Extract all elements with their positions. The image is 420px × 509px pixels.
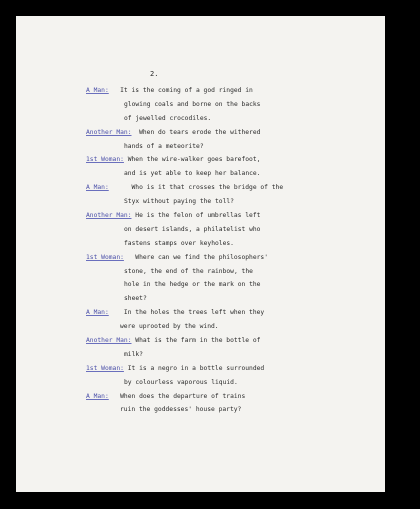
speaker-label: A Man:	[86, 309, 109, 317]
dialogue-entry	[86, 306, 301, 334]
dialogue-first-line	[86, 84, 301, 98]
dialogue-entry	[86, 251, 301, 307]
dialogue-continuation: of jewelled crocodiles.	[124, 114, 212, 122]
dialogue-continuation: hole in the hedge or the mark on the	[124, 281, 261, 289]
speaker-label: A Man:	[86, 392, 109, 400]
dialogue-first-line	[86, 362, 301, 376]
dialogue-continuation: glowing coals and borne on the backs	[124, 100, 261, 108]
dialogue-entry	[86, 362, 301, 390]
speaker-label: 1st Woman:	[86, 253, 124, 261]
dialogue-text: In the holes the trees left when they	[123, 309, 265, 317]
dialogue-continuation: were uprooted by the wind.	[120, 323, 219, 331]
dialogue-text: What is the farm in the bottle of	[135, 337, 261, 345]
dialogue-continuation: Styx without paying the toll?	[124, 198, 234, 206]
dialogue-script	[86, 84, 301, 417]
dialogue-continuation: sheet?	[124, 295, 147, 303]
typescript-page	[16, 16, 385, 492]
dialogue-first-line	[86, 390, 301, 404]
dialogue-continuation: by colourless vaporous liquid.	[124, 378, 238, 386]
dialogue-text: It is a negro in a bottle surrounded	[127, 364, 265, 372]
speaker-label: Another Man:	[86, 212, 132, 220]
dialogue-first-line	[86, 126, 301, 140]
dialogue-entry	[86, 126, 301, 154]
dialogue-continuation: milk?	[124, 350, 143, 358]
dialogue-first-line	[86, 181, 301, 195]
dialogue-first-line	[86, 306, 301, 320]
speaker-label: 1st Woman:	[86, 364, 124, 372]
speaker-label: Another Man:	[86, 337, 132, 345]
dialogue-entry	[86, 209, 301, 251]
dialogue-entry	[86, 334, 301, 362]
dialogue-text: When does the departure of trains	[120, 392, 246, 400]
dialogue-continuation: on desert islands, a philatelist who	[124, 225, 261, 233]
dialogue-continuation: ruin the goddesses' house party?	[120, 406, 242, 414]
dialogue-continuation: and is yet able to keep her balance.	[124, 170, 261, 178]
dialogue-entry	[86, 84, 301, 126]
dialogue-text: When the wire-walker goes barefoot,	[127, 156, 261, 164]
dialogue-text: Where can we find the philosophers'	[135, 253, 268, 261]
dialogue-first-line	[86, 334, 301, 348]
dialogue-text: He is the felon of umbrellas left	[135, 212, 261, 220]
dialogue-first-line	[86, 209, 301, 223]
dialogue-entry	[86, 390, 301, 418]
dialogue-first-line	[86, 251, 301, 265]
page-number: 2.	[150, 70, 159, 78]
speaker-label: Another Man:	[86, 128, 132, 136]
dialogue-text: Who is it that crosses the bridge of the	[131, 184, 284, 192]
dialogue-continuation: stone, the end of the rainbow, the	[124, 267, 253, 275]
dialogue-entry	[86, 153, 301, 181]
speaker-label: A Man:	[86, 184, 109, 192]
speaker-label: A Man:	[86, 87, 109, 94]
dialogue-first-line	[86, 153, 301, 167]
dialogue-continuation: fastens stamps over keyholes.	[124, 239, 234, 247]
dialogue-text: When do tears erode the withered	[139, 128, 261, 136]
dialogue-entry	[86, 181, 301, 209]
speaker-label: 1st Woman:	[86, 156, 124, 164]
dialogue-text: It is the coming of a god ringed in	[120, 87, 253, 94]
dialogue-continuation: hands of a meteorite?	[124, 142, 204, 150]
